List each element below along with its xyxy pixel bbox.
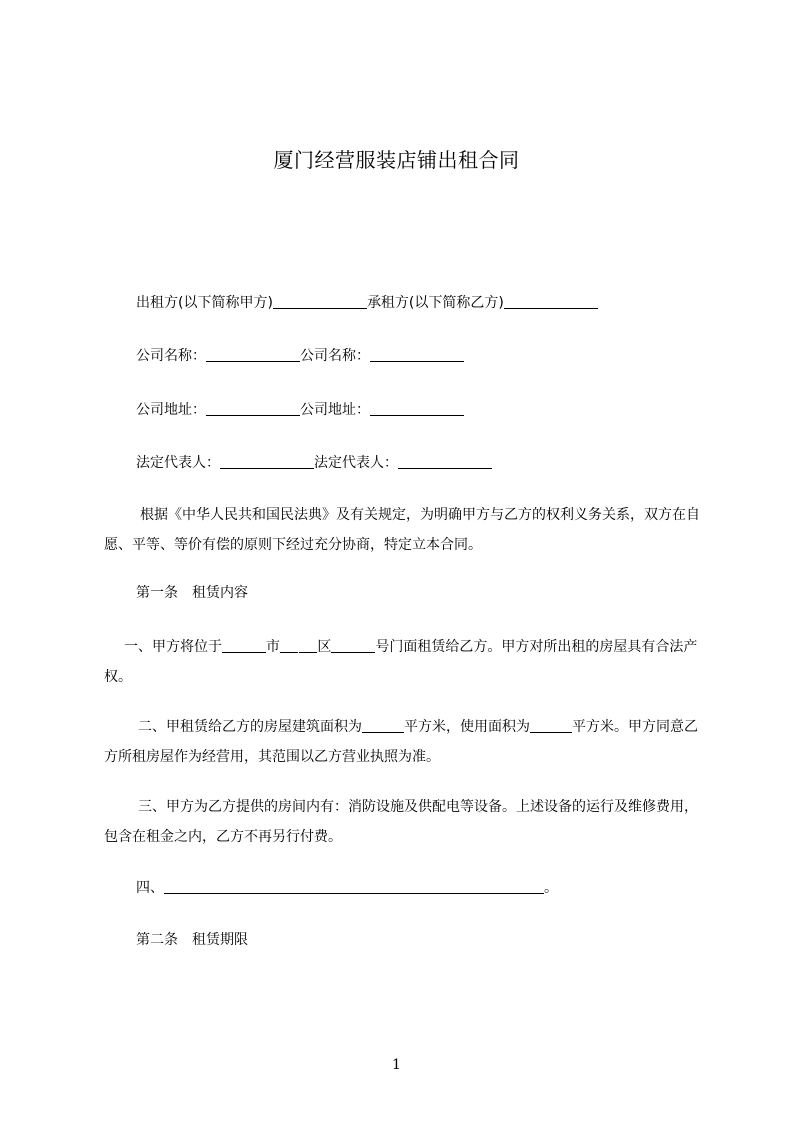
lessee-company-address-blank[interactable]	[370, 401, 464, 416]
lessee-company-name-label: 公司名称：	[300, 348, 370, 364]
lessor-label: 出租方(以下简称甲方)	[136, 295, 273, 311]
district-blank-2[interactable]	[299, 638, 317, 653]
page-number: 1	[392, 1057, 401, 1073]
item1-text-b: 市	[266, 639, 280, 655]
lessee-legal-rep-label: 法定代表人：	[314, 455, 398, 471]
lessor-company-name-label: 公司名称：	[136, 348, 206, 364]
item2-text-b: 平方米，使用面积为	[404, 719, 530, 735]
lessor-company-address-label: 公司地址：	[136, 402, 206, 418]
item4-text-b: 。	[544, 880, 558, 896]
lessee-blank[interactable]	[504, 294, 598, 309]
lessor-blank[interactable]	[273, 294, 367, 309]
lessor-company-name-blank[interactable]	[206, 347, 300, 362]
preamble-paragraph: 根据《中华人民共和国民法典》及有关规定，为明确甲方与乙方的权利义务关系，双方在自愿、平等、等价有偿的原则下经过充分协商，特定立本合同。	[104, 507, 700, 553]
item4-text-a: 四、	[136, 880, 164, 896]
document-title: 厦门经营服装店铺出租合同	[273, 148, 520, 172]
usable-area-blank[interactable]	[530, 718, 572, 733]
district-blank-1[interactable]	[280, 638, 298, 653]
item1-text-a: 一、甲方将位于	[124, 639, 222, 655]
parties-line	[136, 294, 598, 310]
item2-text-a: 二、甲租赁给乙方的房屋建筑面积为	[138, 719, 362, 735]
building-area-blank[interactable]	[362, 718, 404, 733]
company-address-line	[136, 401, 464, 417]
article1-item2	[104, 712, 704, 772]
article1-heading: 第一条 租赁内容	[136, 585, 248, 601]
article2-heading: 第二条 租赁期限	[136, 932, 248, 948]
lessor-legal-rep-label: 法定代表人：	[136, 455, 220, 471]
lessee-legal-rep-blank[interactable]	[398, 454, 492, 469]
item4-blank[interactable]	[164, 879, 544, 894]
city-blank[interactable]	[222, 638, 266, 653]
lessee-company-name-blank[interactable]	[370, 347, 464, 362]
item1-text-c: 区	[317, 639, 332, 655]
article1-item1	[104, 632, 704, 692]
number-blank[interactable]	[331, 638, 375, 653]
item2-text-c: 平方米。甲方同意乙方所租房屋作为经营用，其范围以乙方营业执照为准。	[104, 719, 698, 765]
article1-item3: 三、甲方为乙方提供的房间内有：消防设施及供配电等设备。上述设备的运行及维修费用，包含在租金之内，乙方不再另行付费。	[104, 799, 698, 845]
company-name-line	[136, 347, 464, 363]
lessor-company-address-blank[interactable]	[206, 401, 300, 416]
article1-item4	[136, 879, 558, 895]
lessor-legal-rep-blank[interactable]	[220, 454, 314, 469]
item1-text-d: 号门面租赁给乙方。甲方对所出租的房屋具有合法产权。	[104, 639, 698, 685]
lessee-label: 承租方(以下简称乙方)	[366, 295, 504, 311]
lessee-company-address-label: 公司地址：	[300, 402, 370, 418]
legal-rep-line	[136, 454, 492, 470]
